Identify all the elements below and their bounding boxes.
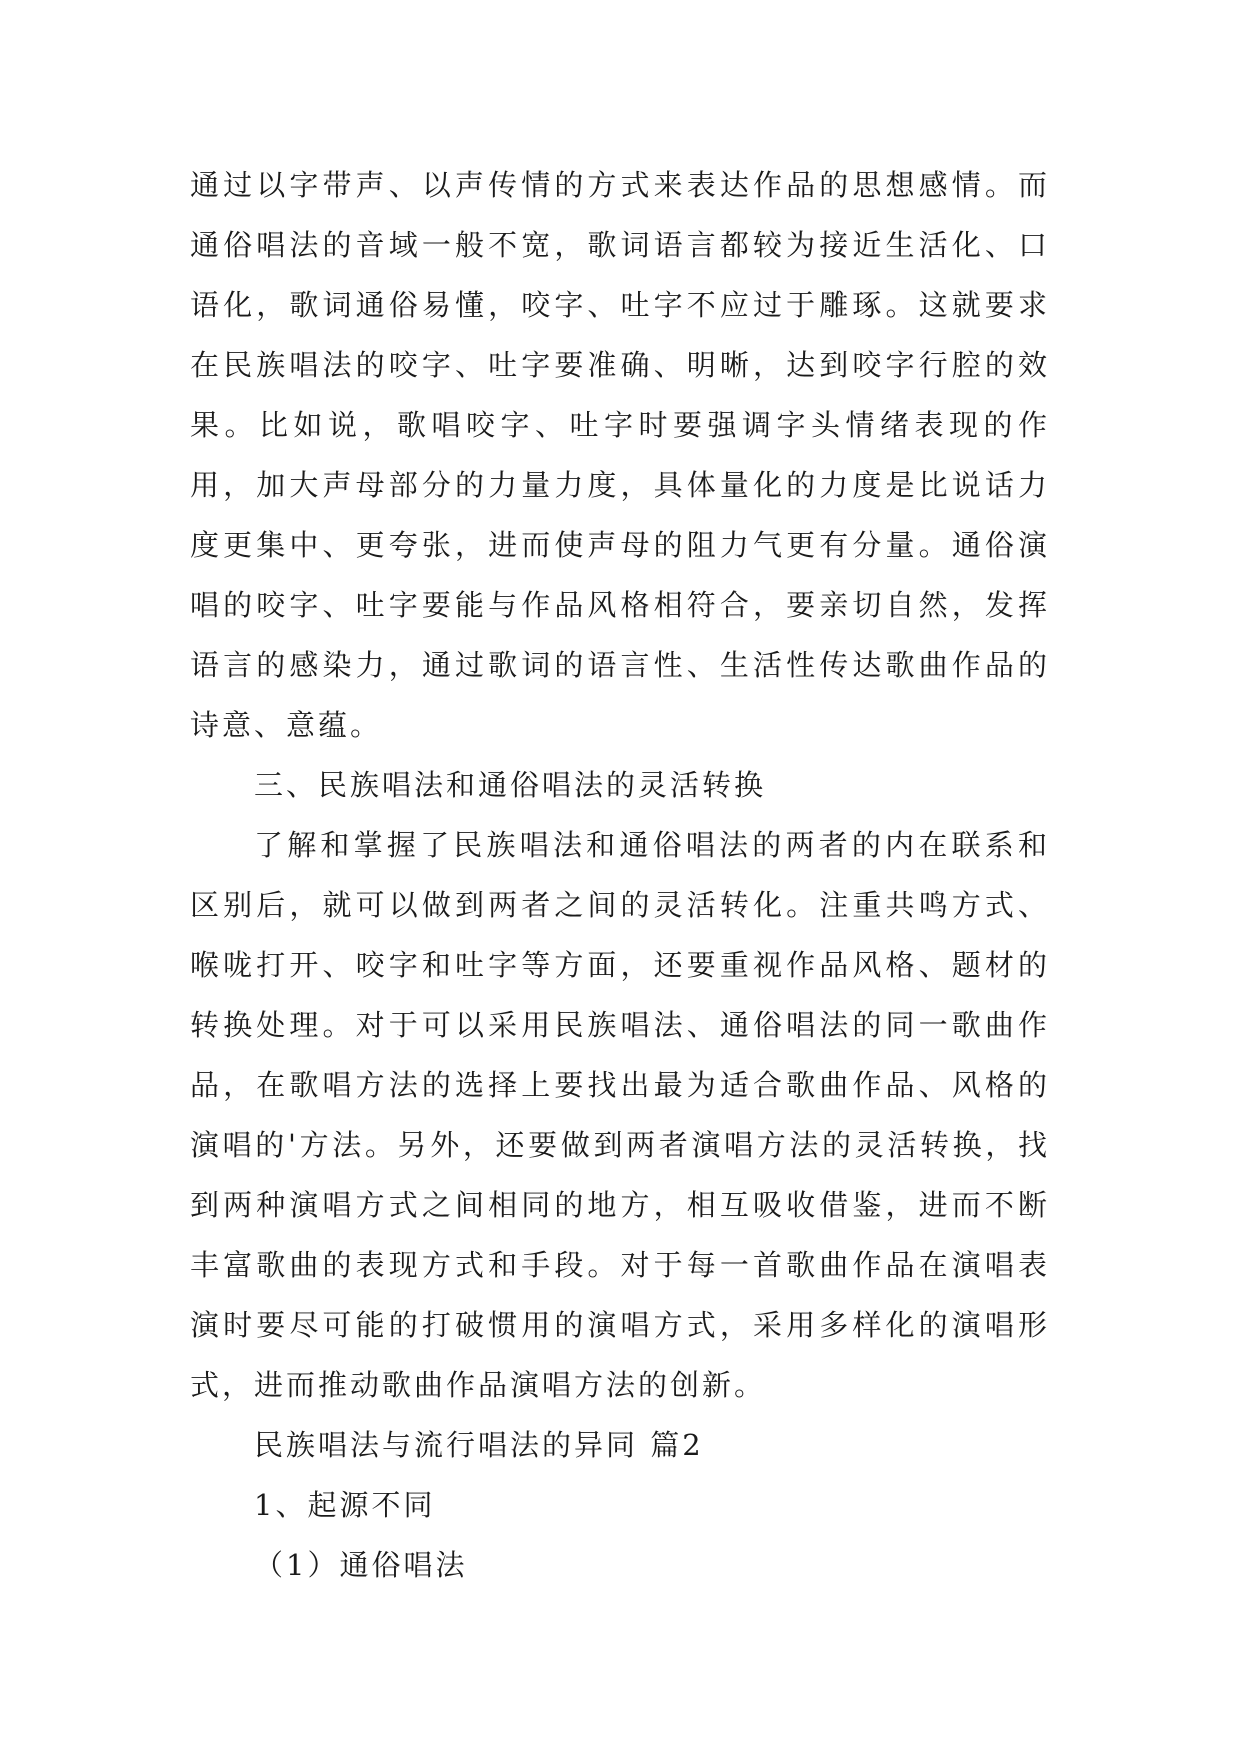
body-paragraph: 通过以字带声、以声传情的方式来表达作品的思想感情。而通俗唱法的音域一般不宽，歌词语言都较为接近生活化、口语化，歌词通俗易懂，咬字、吐字不应过于雕琢。这就要求在民族唱法的咬字、吐字要准确、明晰，达到咬字行腔的效果。比如说，歌唱咬字、吐字时要强调字头情绪表现的作用，加大声母部分的力量力度，具体量化的力度是比说话力度更集中、更夸张，进而使声母的阻力气更有分量。通俗演唱的咬字、吐字要能与作品风格相符合，要亲切自然，发挥语言的感染力，通过歌词的语言性、生活性传达歌曲作品的诗意、意蕴。 [190, 168, 1050, 742]
subsubsection-heading: （1）通俗唱法 [254, 1548, 468, 1582]
section-heading: 三、民族唱法和通俗唱法的灵活转换 [254, 768, 767, 802]
article-part-title: 民族唱法与流行唱法的异同 篇2 [254, 1428, 704, 1462]
document-body [190, 155, 1050, 1595]
subsection-heading: 1、起源不同 [254, 1488, 436, 1522]
body-paragraph-indented: 了解和掌握了民族唱法和通俗唱法的两者的内在联系和区别后，就可以做到两者之间的灵活转化。注重共鸣方式、喉咙打开、咬字和吐字等方面，还要重视作品风格、题材的转换处理。对于可以采用民族唱法、通俗唱法的同一歌曲作品，在歌唱方法的选择上要找出最为适合歌曲作品、风格的演唱的'方法。另外，还要做到两者演唱方法的灵活转换，找到两种演唱方式之间相同的地方，相互吸收借鉴，进而不断丰富歌曲的表现方式和手段。对于每一首歌曲作品在演唱表演时要尽可能的打破惯用的演唱方式，采用多样化的演唱形式，进而推动歌曲作品演唱方法的创新。 [190, 828, 1050, 1402]
